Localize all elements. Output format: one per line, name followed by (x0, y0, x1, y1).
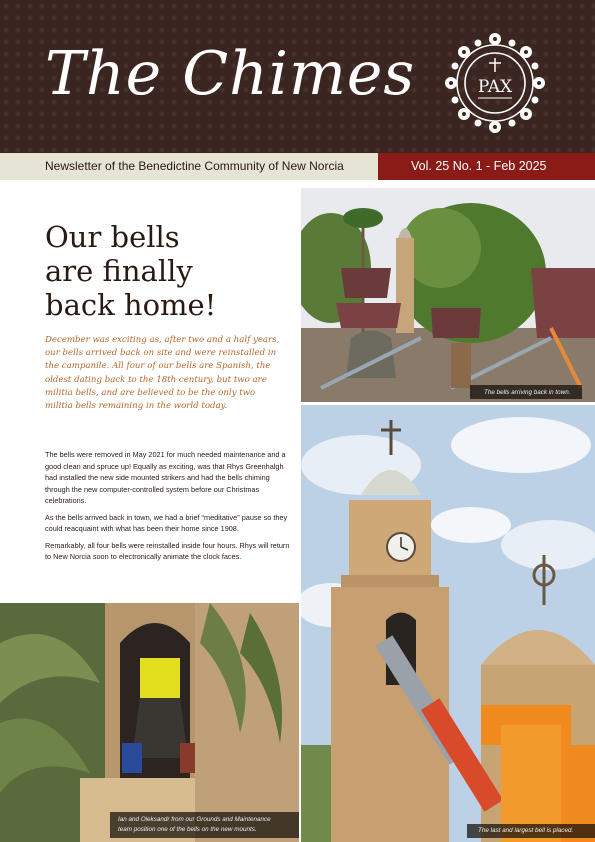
photo-church-tower (301, 405, 595, 842)
issue-number: Vol. 25 No. 1 - Feb 2025 (411, 159, 547, 173)
headline-line: are finally (45, 254, 193, 288)
article-headline (45, 220, 285, 322)
pax-logo-text: PAX (477, 77, 513, 97)
article-paragraph: Remarkably, all four bells were reinstalled inside four hours. Rhys will return to New Norcia soon to electronically animate the clock faces. (45, 540, 290, 561)
caption-bell-mounting (118, 815, 271, 835)
headline-line: Our bells (45, 220, 180, 254)
photo-bells-arriving (301, 188, 595, 402)
article-paragraph: As the bells arrived back in town, we had a brief “meditative” pause so they could reacquaint with what has been their home since 1908. (45, 512, 288, 533)
photo-bell-mounting (0, 603, 299, 842)
newsletter-subtitle: Newsletter of the Benedictine Community of New Norcia (45, 159, 344, 173)
article-paragraph: The bells were removed in May 2021 for much needed maintenance and a good clean and spruce up! Equally as exciting, was that Rhys Greenhalgh had installed the new side mounted strikers and had the bells chiming through the new computer-controlled system before our Christmas celebrations. (45, 450, 286, 505)
article-lede: December was exciting as, after two and a half years, our bells arrived back on site and were reinstalled in the campanile. All four of our bells are Spanish, the oldest dating back to the 18th century, but two are militia bells, and are believed to be the only two militia bells remaining in the world today. (45, 335, 280, 412)
pax-wreath-icon (440, 28, 550, 138)
newsletter-title: The Chimes (45, 39, 416, 109)
caption-bells-arriving: The bells arriving back in town. (484, 389, 571, 396)
caption-line: Ian and Oleksandr from our Grounds and Maintenance (118, 816, 271, 823)
headline-line: back home! (45, 288, 217, 322)
caption-line: team position one of the bells on the new mounts. (118, 826, 257, 833)
caption-last-bell: The last and largest bell is placed. (478, 827, 574, 834)
article-body (45, 449, 290, 568)
